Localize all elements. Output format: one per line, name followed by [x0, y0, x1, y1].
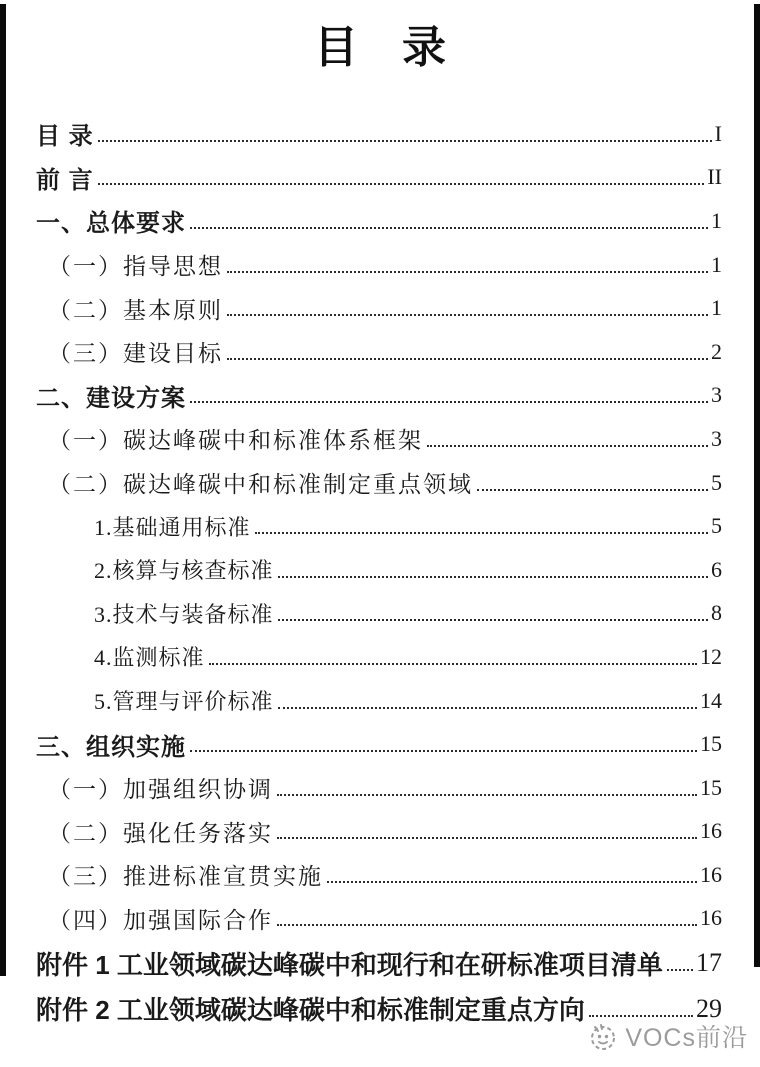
- toc-page-number: 6: [711, 556, 722, 582]
- toc-page-number: 5: [711, 513, 722, 539]
- toc-row[interactable]: [36, 199, 722, 243]
- toc-entry-label: 2.核算与核查标准: [94, 558, 274, 584]
- toc-page-number: 1: [711, 207, 722, 233]
- toc-entry-label: （二）碳达峰碳中和标准制定重点领域: [48, 472, 473, 498]
- toc-row[interactable]: [36, 897, 722, 941]
- page-title: 目 录: [314, 23, 446, 72]
- toc-row[interactable]: [36, 940, 722, 986]
- toc-row[interactable]: [36, 156, 722, 200]
- toc-page-number: 1: [711, 251, 722, 277]
- toc-row[interactable]: [36, 810, 722, 854]
- toc-entry-label: （一）指导思想: [48, 254, 223, 280]
- dot-leader: [589, 1015, 693, 1017]
- toc-page-number: 12: [700, 643, 722, 669]
- toc-row[interactable]: [36, 112, 722, 156]
- toc-row[interactable]: [36, 243, 722, 287]
- toc-entry-label: 前 言: [36, 166, 94, 194]
- dot-leader: [209, 663, 697, 665]
- dot-leader: [278, 576, 708, 578]
- toc-row[interactable]: [36, 286, 722, 330]
- toc-page-number: 8: [711, 600, 722, 626]
- toc-row[interactable]: [36, 722, 722, 766]
- toc-entry-label: （三）建设目标: [48, 341, 223, 367]
- dot-leader: [190, 227, 708, 229]
- toc-page-number: 16: [700, 818, 722, 844]
- watermark: [587, 1018, 748, 1054]
- toc-page-number: 29: [696, 993, 722, 1023]
- dot-leader: [227, 314, 708, 316]
- right-scan-edge-artifact: [754, 4, 760, 967]
- dot-leader: [277, 837, 697, 839]
- toc-row[interactable]: [36, 679, 722, 723]
- toc-entry-label: （二）强化任务落实: [48, 820, 273, 846]
- toc-entry-label: 1.基础通用标准: [94, 514, 251, 540]
- toc-row[interactable]: [36, 461, 722, 505]
- toc-entry-label: 二、建设方案: [36, 384, 186, 412]
- dot-leader: [227, 271, 708, 273]
- toc-page-number: 16: [700, 905, 722, 931]
- toc-entry-label: （四）加强国际合作: [48, 907, 273, 933]
- toc-entry-label: 目 录: [36, 123, 94, 151]
- table-of-contents: [0, 112, 760, 1031]
- toc-page-number: 3: [711, 382, 722, 408]
- dot-leader: [277, 924, 697, 926]
- toc-row[interactable]: [36, 853, 722, 897]
- toc-page-number: 17: [696, 948, 722, 978]
- toc-row[interactable]: [36, 504, 722, 548]
- toc-entry-label: （三）推进标准宣贯实施: [48, 864, 323, 890]
- toc-entry-label: 5.管理与评价标准: [94, 689, 274, 715]
- toc-page-number: 2: [711, 338, 722, 364]
- toc-entry-label: （一）加强组织协调: [48, 777, 273, 803]
- toc-page-number: 15: [700, 731, 722, 757]
- dot-leader: [98, 140, 712, 142]
- left-scan-edge-artifact: [0, 4, 6, 976]
- toc-page-number: 16: [700, 861, 722, 887]
- toc-row[interactable]: [36, 330, 722, 374]
- toc-page-number: I: [714, 120, 722, 146]
- toc-page-number: II: [707, 164, 722, 190]
- dot-leader: [190, 401, 708, 403]
- toc-entry-label: 3.技术与装备标准: [94, 601, 274, 627]
- toc-row[interactable]: [36, 548, 722, 592]
- dot-leader: [227, 358, 708, 360]
- toc-row[interactable]: [36, 374, 722, 418]
- toc-entry-label: 一、总体要求: [36, 210, 186, 238]
- dot-leader: [667, 969, 693, 971]
- toc-entry-label: 附件 2 工业领域碳达峰碳中和标准制定重点方向: [36, 995, 585, 1026]
- dot-leader: [255, 532, 708, 534]
- toc-row[interactable]: [36, 766, 722, 810]
- dot-leader: [278, 707, 697, 709]
- toc-page-number: 3: [711, 425, 722, 451]
- dot-leader: [98, 183, 705, 185]
- dot-leader: [278, 619, 708, 621]
- dot-leader: [427, 445, 708, 447]
- toc-row[interactable]: [36, 635, 722, 679]
- toc-row[interactable]: [36, 592, 722, 636]
- dot-leader: [190, 750, 697, 752]
- dot-leader: [327, 881, 697, 883]
- toc-page-number: 5: [711, 469, 722, 495]
- dot-leader: [277, 794, 697, 796]
- toc-page-number: 1: [711, 295, 722, 321]
- toc-page-number: 15: [700, 774, 722, 800]
- toc-entry-label: 附件 1 工业领域碳达峰碳中和现行和在研标准项目清单: [36, 949, 663, 980]
- toc-page-number: 14: [700, 687, 722, 713]
- toc-entry-label: （二）基本原则: [48, 297, 223, 323]
- watermark-text: VOCs前沿: [625, 1024, 748, 1052]
- mascot-face-icon: [587, 1019, 621, 1053]
- toc-entry-label: 三、组织实施: [36, 733, 186, 761]
- dot-leader: [477, 489, 708, 491]
- toc-entry-label: 4.监测标准: [94, 645, 205, 671]
- toc-entry-label: （一）碳达峰碳中和标准体系框架: [48, 428, 423, 454]
- toc-row[interactable]: [36, 417, 722, 461]
